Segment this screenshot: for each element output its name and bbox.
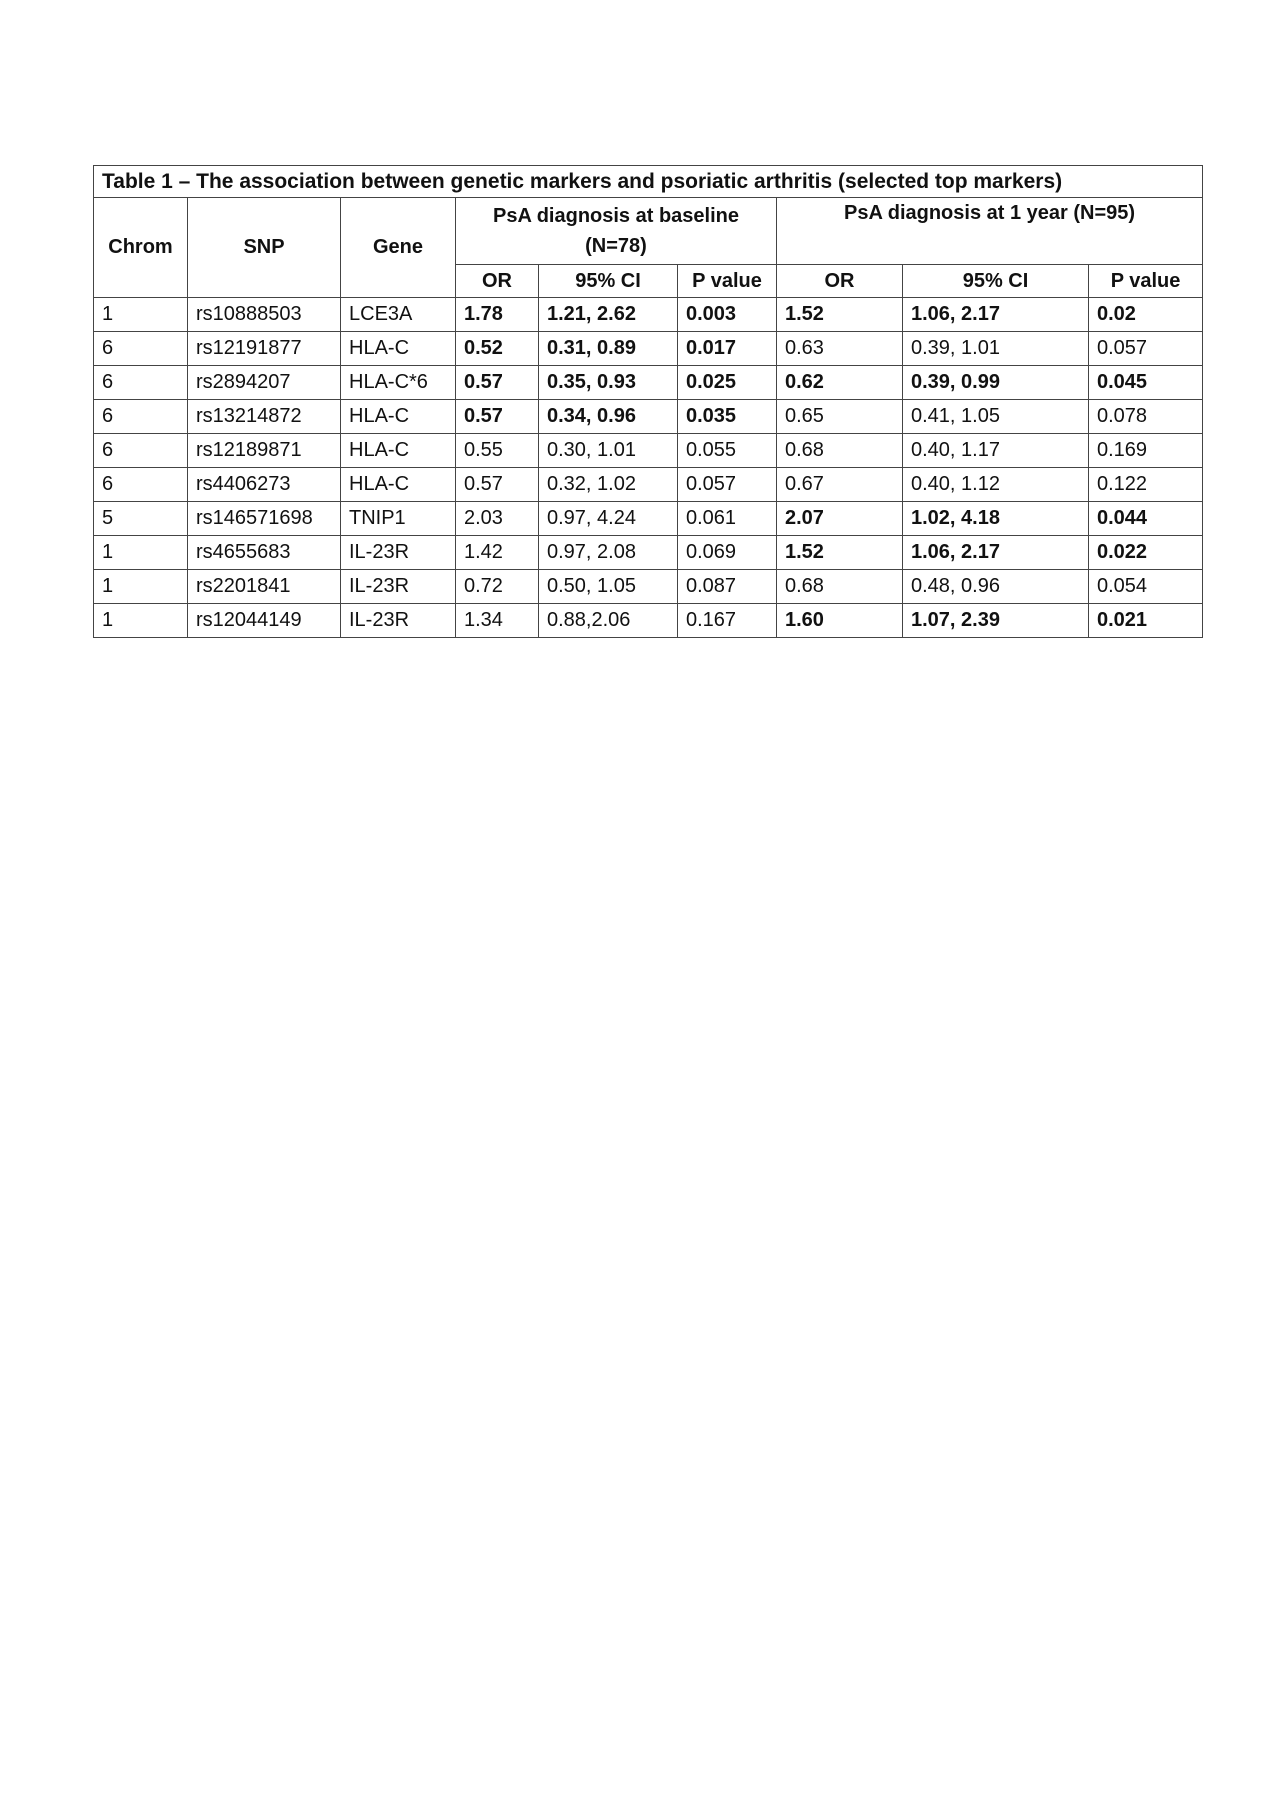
cell-p2: 0.02 xyxy=(1089,298,1203,332)
cell-or1: 0.52 xyxy=(456,332,539,366)
cell-snp: rs12044149 xyxy=(188,604,341,638)
header-ci-baseline: 95% CI xyxy=(539,265,678,298)
cell-snp: rs2201841 xyxy=(188,570,341,604)
cell-or1: 0.57 xyxy=(456,400,539,434)
cell-ci1: 0.97, 2.08 xyxy=(539,536,678,570)
cell-or2: 0.65 xyxy=(777,400,903,434)
cell-or1: 1.42 xyxy=(456,536,539,570)
cell-gene: HLA-C xyxy=(341,468,456,502)
cell-gene: HLA-C*6 xyxy=(341,366,456,400)
cell-gene: IL-23R xyxy=(341,536,456,570)
cell-snp: rs2894207 xyxy=(188,366,341,400)
cell-chrom: 1 xyxy=(94,298,188,332)
cell-p1: 0.069 xyxy=(678,536,777,570)
cell-chrom: 1 xyxy=(94,536,188,570)
cell-ci1: 0.35, 0.93 xyxy=(539,366,678,400)
cell-gene: HLA-C xyxy=(341,400,456,434)
cell-snp: rs12191877 xyxy=(188,332,341,366)
cell-chrom: 6 xyxy=(94,332,188,366)
cell-p1: 0.167 xyxy=(678,604,777,638)
cell-chrom: 5 xyxy=(94,502,188,536)
cell-snp: rs10888503 xyxy=(188,298,341,332)
cell-p1: 0.017 xyxy=(678,332,777,366)
header-ci-year1: 95% CI xyxy=(903,265,1089,298)
cell-p1: 0.035 xyxy=(678,400,777,434)
cell-p1: 0.061 xyxy=(678,502,777,536)
cell-chrom: 6 xyxy=(94,366,188,400)
cell-p2: 0.122 xyxy=(1089,468,1203,502)
table-row xyxy=(94,468,1203,502)
cell-ci1: 0.30, 1.01 xyxy=(539,434,678,468)
cell-gene: LCE3A xyxy=(341,298,456,332)
cell-gene: HLA-C xyxy=(341,434,456,468)
cell-or1: 2.03 xyxy=(456,502,539,536)
cell-or1: 1.34 xyxy=(456,604,539,638)
table-row xyxy=(94,332,1203,366)
cell-ci1: 0.32, 1.02 xyxy=(539,468,678,502)
table-row xyxy=(94,502,1203,536)
cell-ci2: 1.06, 2.17 xyxy=(903,298,1089,332)
cell-chrom: 6 xyxy=(94,400,188,434)
cell-p1: 0.087 xyxy=(678,570,777,604)
cell-ci1: 0.31, 0.89 xyxy=(539,332,678,366)
cell-p1: 0.003 xyxy=(678,298,777,332)
cell-chrom: 6 xyxy=(94,468,188,502)
cell-ci2: 1.07, 2.39 xyxy=(903,604,1089,638)
cell-ci1: 0.34, 0.96 xyxy=(539,400,678,434)
cell-p2: 0.057 xyxy=(1089,332,1203,366)
cell-gene: IL-23R xyxy=(341,604,456,638)
cell-snp: rs146571698 xyxy=(188,502,341,536)
cell-or2: 1.52 xyxy=(777,536,903,570)
header-chrom: Chrom xyxy=(94,198,188,298)
cell-gene: TNIP1 xyxy=(341,502,456,536)
cell-chrom: 6 xyxy=(94,434,188,468)
header-p-baseline: P value xyxy=(678,265,777,298)
cell-p2: 0.044 xyxy=(1089,502,1203,536)
table-row xyxy=(94,400,1203,434)
cell-snp: rs12189871 xyxy=(188,434,341,468)
cell-chrom: 1 xyxy=(94,570,188,604)
cell-ci2: 1.02, 4.18 xyxy=(903,502,1089,536)
cell-or1: 0.55 xyxy=(456,434,539,468)
cell-ci1: 0.97, 4.24 xyxy=(539,502,678,536)
cell-or1: 0.57 xyxy=(456,366,539,400)
cell-or1: 1.78 xyxy=(456,298,539,332)
cell-or2: 0.68 xyxy=(777,570,903,604)
cell-p2: 0.022 xyxy=(1089,536,1203,570)
cell-ci1: 0.50, 1.05 xyxy=(539,570,678,604)
cell-or2: 0.67 xyxy=(777,468,903,502)
cell-ci1: 0.88,2.06 xyxy=(539,604,678,638)
table-title: Table 1 – The association between genetic markers and psoriatic arthritis (selected top markers) xyxy=(94,166,1203,198)
cell-p1: 0.055 xyxy=(678,434,777,468)
cell-ci2: 0.39, 0.99 xyxy=(903,366,1089,400)
cell-ci2: 0.48, 0.96 xyxy=(903,570,1089,604)
cell-or2: 2.07 xyxy=(777,502,903,536)
cell-p2: 0.045 xyxy=(1089,366,1203,400)
cell-ci2: 1.06, 2.17 xyxy=(903,536,1089,570)
cell-or2: 0.68 xyxy=(777,434,903,468)
cell-gene: HLA-C xyxy=(341,332,456,366)
table-row xyxy=(94,570,1203,604)
cell-or1: 0.72 xyxy=(456,570,539,604)
cell-ci2: 0.39, 1.01 xyxy=(903,332,1089,366)
table-row xyxy=(94,366,1203,400)
cell-p2: 0.054 xyxy=(1089,570,1203,604)
cell-p1: 0.057 xyxy=(678,468,777,502)
cell-ci2: 0.40, 1.17 xyxy=(903,434,1089,468)
cell-ci2: 0.41, 1.05 xyxy=(903,400,1089,434)
cell-or1: 0.57 xyxy=(456,468,539,502)
association-table xyxy=(93,165,1203,638)
cell-ci2: 0.40, 1.12 xyxy=(903,468,1089,502)
cell-snp: rs4655683 xyxy=(188,536,341,570)
cell-snp: rs13214872 xyxy=(188,400,341,434)
header-p-year1: P value xyxy=(1089,265,1203,298)
cell-p1: 0.025 xyxy=(678,366,777,400)
cell-or2: 0.62 xyxy=(777,366,903,400)
cell-snp: rs4406273 xyxy=(188,468,341,502)
cell-p2: 0.078 xyxy=(1089,400,1203,434)
header-baseline-group: PsA diagnosis at baseline (N=78) xyxy=(456,198,777,265)
cell-chrom: 1 xyxy=(94,604,188,638)
cell-p2: 0.021 xyxy=(1089,604,1203,638)
cell-ci1: 1.21, 2.62 xyxy=(539,298,678,332)
header-or-year1: OR xyxy=(777,265,903,298)
header-gene: Gene xyxy=(341,198,456,298)
table-row xyxy=(94,536,1203,570)
cell-or2: 0.63 xyxy=(777,332,903,366)
table-row xyxy=(94,434,1203,468)
header-or-baseline: OR xyxy=(456,265,539,298)
cell-p2: 0.169 xyxy=(1089,434,1203,468)
cell-or2: 1.52 xyxy=(777,298,903,332)
table-row xyxy=(94,298,1203,332)
cell-or2: 1.60 xyxy=(777,604,903,638)
table-body xyxy=(94,298,1203,638)
header-year1-group: PsA diagnosis at 1 year (N=95) xyxy=(777,198,1203,265)
cell-gene: IL-23R xyxy=(341,570,456,604)
header-snp: SNP xyxy=(188,198,341,298)
table-row xyxy=(94,604,1203,638)
